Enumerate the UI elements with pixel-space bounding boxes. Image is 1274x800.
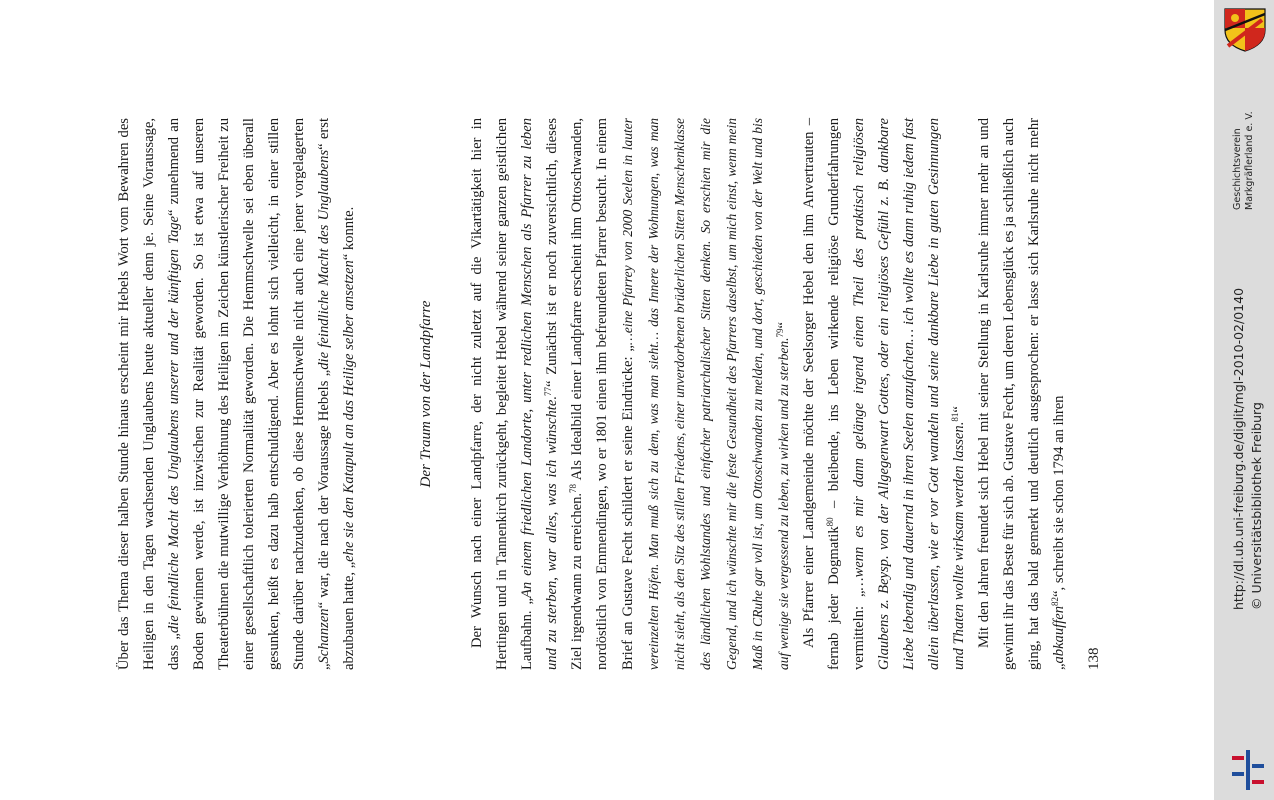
sidebar-rotated-text	[1214, 0, 1274, 800]
paragraph-4-part-1: Mit den Jahren freundet sich Hebel mit seiner Stellung in Karlsruhe immer mehr an und gewinnt ihr das Beste für sich ab. Gustave Fecht, um deren Lebensglück es ja schließlich auch ging, hat das bald gemerkt und deutlich ausgesprochen: er lasse sich Karlsruhe nicht mehr „	[976, 118, 1067, 670]
paragraph-3-part-3: “	[951, 406, 967, 413]
paragraph-2-part-4: “	[776, 322, 792, 329]
section-heading: Der Traum von der Landpfarre	[418, 300, 434, 488]
paragraph-4-quote-1: abkauffen	[1051, 605, 1067, 664]
paragraph-1-part-5: “ konnte.	[341, 206, 357, 261]
society-name-line-1: Geschichtsverein	[1232, 128, 1243, 210]
page-number: 138	[1086, 647, 1102, 670]
footnote-ref-77[interactable]: 77	[543, 387, 553, 396]
paragraph-2	[465, 118, 797, 670]
paragraph-3	[797, 118, 972, 670]
footnote-ref-80[interactable]: 80	[825, 517, 835, 527]
paragraph-2-part-2: “ Zunächst ist er noch zuversichtlich, dieses Ziel irgendwann zu erreichen.	[544, 118, 585, 670]
copyright-notice: © Universitätsbibliothek Freiburg	[1249, 402, 1264, 610]
paragraph-1-quote-4: ehe sie den Katapult an das Heilige selber ansetzen	[341, 260, 357, 562]
paragraph-1-quote-1: die feindliche Macht des Unglaubens unserer und der künftigen Tage	[166, 215, 182, 634]
paragraph-1	[112, 118, 362, 670]
footnote-ref-79[interactable]: 79	[775, 328, 785, 338]
viewer-url-link[interactable]: http://dl.ub.uni-freiburg.de/diglit/mgl-2010-02/0140	[1231, 287, 1246, 610]
paragraph-2-part-1: Der Wunsch nach einer Landpfarre, der nicht zuletzt auf die Vikartätigkeit hier in Hertingen und in Tannenkirch zurückgeht, begleitet Hebel während seiner ganzen geistlichen Laufbahn. „	[469, 118, 535, 670]
ub-freiburg-logo-icon[interactable]	[1228, 748, 1268, 792]
text-block-bottom	[465, 118, 1072, 670]
paragraph-1-part-3: “ war, die nach der Voraussage Hebels „	[316, 369, 332, 609]
society-name	[1232, 111, 1256, 210]
paragraph-3-part-2: – bleibende, ins Leben wirkende religiöse Grunderfahrungen vermitteln: „	[826, 118, 867, 670]
paragraph-3-part-1: Als Pfarrer einer Landgemeinde möchte der Seelsorger Hebel den ihm Anvertrauten – fernab jeder Dogmatik	[801, 118, 842, 670]
paragraph-2-part-3: Als Idealbild einer Landpfarre erscheint ihm Ottoschwanden, nordöstlich von Emmendingen, wo er 1801 einen ihm befreundeten Pfarrer besucht. In einem Brief an Gustave Fecht schildert er seine Eindrücke: „	[569, 118, 636, 670]
society-name-line-2: Markgräflerland e. V.	[1244, 111, 1255, 210]
footnote-ref-82[interactable]: 82	[1050, 596, 1060, 606]
paragraph-1-part-4: “ erst abzubauen hatte, „	[316, 117, 357, 670]
paragraph-2-quote-1: An einem friedlichen Landorte, unter redlichen Menschen als Pfarrer zu leben und zu sterben, war alles, was ich wünschte.	[519, 118, 560, 670]
footnote-ref-78[interactable]: 78	[568, 483, 578, 493]
footnote-ref-81[interactable]: 81	[950, 412, 960, 422]
paragraph-1-quote-3: die feindliche Macht des Unglaubens	[316, 149, 332, 370]
paragraph-4-part-2: “, schreibt sie schon 1794 an ihren	[1051, 395, 1067, 597]
paragraph-1-quote-2: Schanzen	[316, 608, 332, 664]
paragraph-3-quote-1: …wenn es mir dann gelänge irgend einen Theil des praktisch religiösen Glaubens z. Beysp. von der Allgegenwart Gottes, oder ein religiöses Gefühl z. B. dankbare Liebe lebendig und dauernd in ihren Seelen anzufachen… ich wollte es dann ruhig iedem fast allein überlassen, wie er vor Gott wandeln und seine dankbare Liebe in guten Gesinnungen und Thaten wollte wirksam werden lassen.	[851, 118, 967, 670]
paragraph-2-quote-2: …eine Pfarrey von 2000 Seelen in lauter vereinzelten Höfen. Man muß sich zu dem, was man sieht… das Innere der Wohnungen, was man nicht sieht, als den Sitz des stillen Friedens, einer unverdorbenen brüderlichen Sitten Menschenklasse des ländlichen Wohlstandes und einfacher patriarchalischer Sitten denken. So erschien mir die Gegend, und ich wünschte mir die feste Gesundheit des Pfarrers daselbst, um mich einst, wenn mein Maß in CRuhe gar voll ist, um Ottoschwanden zu melden, und dort, geschieden von der Welt und bis auf wenige sie vergessend zu leben, zu wirken und zu sterben.	[620, 118, 791, 670]
paragraph-4	[972, 118, 1072, 670]
paragraph-1-part-1: Über das Thema dieser halben Stunde hinaus erscheint mir Hebels Wort vom Bewahren des Heiligen in den Tagen wachsenden Unglaubens heute aktueller denn je. Seine Voraussage, dass „	[116, 118, 182, 670]
paragraph-1-part-2: “ zunehmend an Boden gewinnen werde, ist inzwischen zur Realität geworden. So ist etwa auf unseren Theaterbühnen die mutwillige Verhöhnung des Heiligen im Zeichen künstlerischer Freiheit zu einer gesellschaftlich tolerierten Normalität geworden. Die Hemmschwelle sei eben überall gesunken, heißt es dazu halb entschuldigend. Aber es lohnt sich vielleicht, in einer stillen Stunde darüber nachzudenken, ob diese Hemmschwelle nicht auch eine jener vorgelagerten „	[166, 118, 332, 670]
text-block-top	[112, 118, 362, 670]
society-coat-of-arms-icon[interactable]	[1222, 6, 1268, 52]
viewer-sidebar	[1214, 0, 1274, 800]
